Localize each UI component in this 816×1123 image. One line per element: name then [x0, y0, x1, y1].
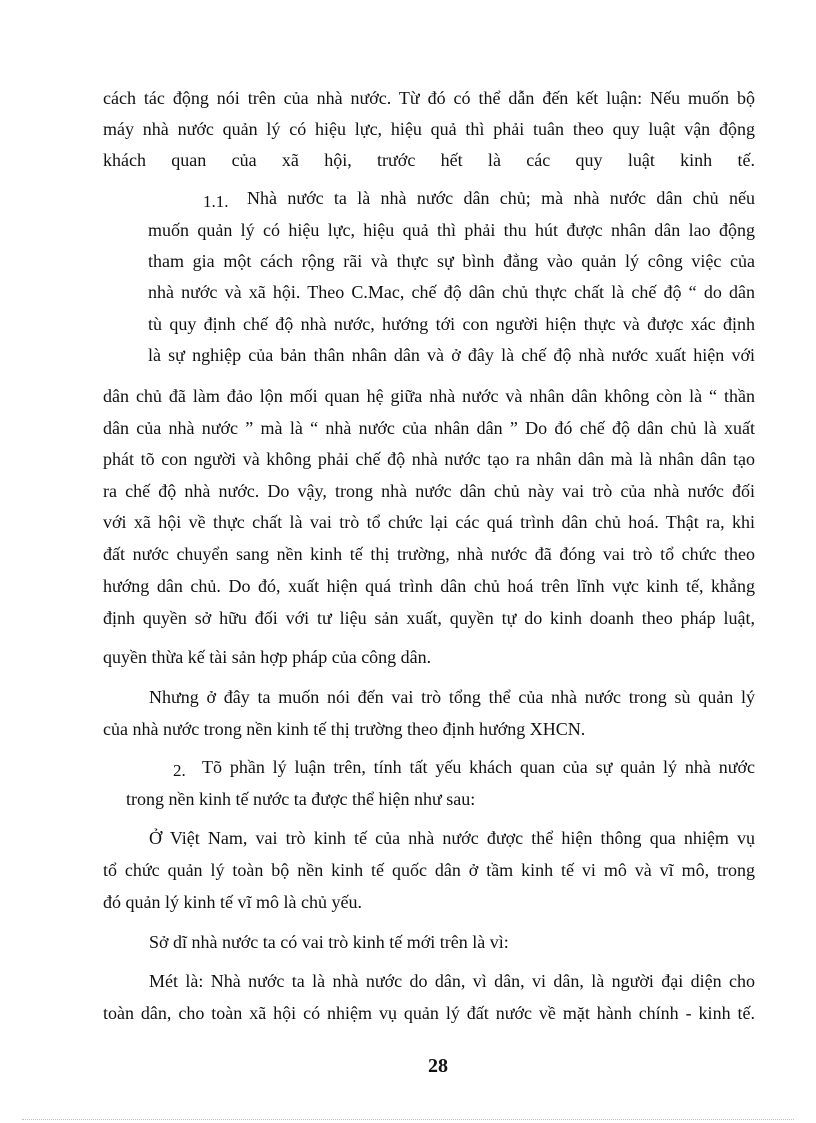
- paragraph-line: định quyền sở hữu đối với tư liệu sản xuất, quyền tự do kinh doanh theo pháp luật,: [103, 608, 755, 628]
- paragraph-line: dân chủ đã làm đảo lộn mối quan hệ giữa nhà nước và nhân dân không còn là “ thần: [103, 386, 755, 406]
- paragraph-line: Mét là: Nhà nước ta là nhà nước do dân, vì dân, vi dân, là người đại diện cho: [149, 971, 755, 991]
- section-line: trong nền kinh tế nước ta được thể hiện như sau:: [126, 789, 476, 809]
- section-line: Tõ phần lý luận trên, tính tất yếu khách quan của sự quản lý nhà nước: [202, 757, 755, 777]
- paragraph-line: hướng dân chủ. Do đó, xuất hiện quá trình dân chủ hoá trên lĩnh vực kinh tế, khẳng: [103, 576, 755, 596]
- paragraph-line: Sở dĩ nhà nước ta có vai trò kinh tế mới trên là vì:: [149, 932, 509, 952]
- paragraph-line: của nhà nước trong nền kinh tế thị trường theo định hướng XHCN.: [103, 719, 586, 739]
- paragraph-line: Ở Việt Nam, vai trò kinh tế của nhà nước được thể hiện thông qua nhiệm vụ: [149, 828, 755, 848]
- paragraph-line: phát tõ con người và không phải chế độ nhà nước tạo ra nhân dân mà là nhân dân tạo: [103, 449, 755, 469]
- paragraph-line: đó quản lý kinh tế vĩ mô là chủ yếu.: [103, 892, 362, 912]
- paragraph-line: máy nhà nước quản lý có hiệu lực, hiệu quả thì phải tuân theo quy luật vận động: [103, 119, 755, 139]
- section-line: tù quy định chế độ nhà nước, hướng tới con người hiện thực và được xác định: [148, 314, 755, 334]
- paragraph-line: đất nước chuyển sang nền kinh tế thị trường, nhà nước đã đóng vai trò tổ chức theo: [103, 544, 755, 564]
- paragraph-line: ra chế độ nhà nước. Do vậy, trong nhà nước dân chủ này vai trò của nhà nước đối: [103, 481, 755, 501]
- section-line: nhà nước và xã hội. Theo C.Mac, chế độ dân chủ thực chất là chế độ “ do dân: [148, 282, 755, 302]
- section-line: là sự nghiệp của bản thân nhân dân và ở đây là chế độ nhà nước xuất hiện với: [148, 345, 755, 365]
- section-number: 1.1.: [203, 192, 229, 211]
- paragraph-line: Nhưng ở đây ta muốn nói đến vai trò tổng thể của nhà nước trong sù quản lý: [149, 687, 755, 707]
- page-bottom-divider: [22, 1119, 794, 1120]
- paragraph-line: tổ chức quản lý toàn bộ nền kinh tế quốc dân ở tầm kinh tế vi mô và vĩ mô, trong: [103, 860, 755, 880]
- section-number: 2.: [173, 761, 186, 780]
- page-number: 28: [428, 1055, 448, 1077]
- paragraph-line: dân của nhà nước ” mà là “ nhà nước của nhân dân ” Do đó chế độ dân chủ là xuất: [103, 418, 755, 438]
- paragraph-line: quyền thừa kế tài sản hợp pháp của công dân.: [103, 647, 432, 667]
- paragraph-line: cách tác động nói trên của nhà nước. Từ đó có thể dẫn đến kết luận: Nếu muốn bộ: [103, 88, 755, 108]
- paragraph-line: toàn dân, cho toàn xã hội có nhiệm vụ quản lý đất nước về mặt hành chính - kinh tế.: [103, 1003, 755, 1023]
- section-line: Nhà nước ta là nhà nước dân chủ; mà nhà nước dân chủ nếu: [247, 188, 755, 208]
- section-line: muốn quản lý có hiệu lực, hiệu quả thì phải thu hút được nhân dân lao động: [148, 220, 755, 240]
- section-line: tham gia một cách rộng rãi và thực sự bình đẳng vào quản lý công việc của: [148, 251, 755, 271]
- paragraph-line: với xã hội về thực chất là vai trò tổ chức lại các quá trình dân chủ hoá. Thật ra, khi: [103, 512, 755, 532]
- paragraph-line: khách quan của xã hội, trước hết là các quy luật kinh tế.: [103, 150, 755, 170]
